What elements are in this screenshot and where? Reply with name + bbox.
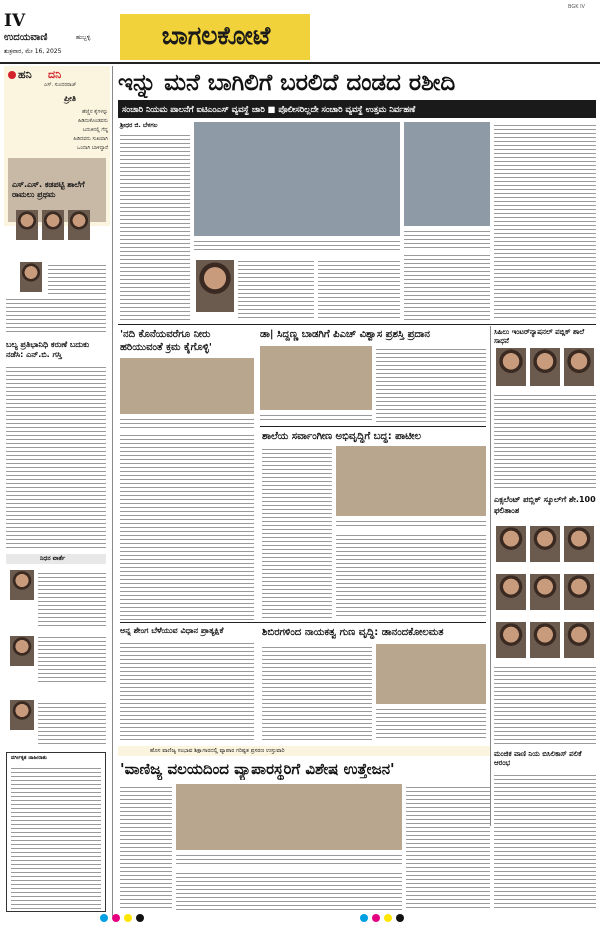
lead-body-col4 xyxy=(404,252,490,320)
story-award-headline: ಡಾ| ಸಿದ್ದಣ್ಣ ಬಾಡಗಿಗೆ ಪಿಎಚ್ ವಿಶ್ವಾಸ ಪ್ರಶಸ್ತಿ ಪ್ರದಾನ xyxy=(260,329,430,340)
color-mark-icon xyxy=(372,914,380,922)
student-photo xyxy=(564,574,594,610)
story-school-body-left xyxy=(262,446,332,618)
student-photo xyxy=(530,574,560,610)
obituary-photo xyxy=(10,570,34,600)
lead-body-col3 xyxy=(318,258,400,320)
student-photo xyxy=(530,348,560,386)
student-photo xyxy=(496,526,526,562)
story-river-body xyxy=(120,432,254,620)
sidebar-body-text xyxy=(6,364,106,548)
student-photo xyxy=(564,526,594,562)
page-code: BGK IV xyxy=(568,4,585,10)
masthead xyxy=(0,0,600,66)
bottom-meeting-photo xyxy=(176,784,402,850)
story-river-photo xyxy=(120,358,254,414)
story-right-bottom-body xyxy=(494,772,596,910)
color-mark-icon xyxy=(112,914,120,922)
story-school-headline: ಶಾಲೆಯ ಸರ್ವಾಂಗೀಣ ಅಭಿವೃದ್ಧಿಗೆ ಬದ್ಧ: ಪಾಟೀಲ xyxy=(262,431,422,442)
story-school-caption xyxy=(336,518,486,528)
student-photo xyxy=(68,210,90,240)
obituary-photo xyxy=(10,700,34,730)
lead-body-col2 xyxy=(238,258,314,320)
lead-headline: ಇನ್ನು ಮನೆ ಬಾಗಿಲಿಗೆ ಬರಲಿದೆ ದಂಡದ ರಶೀದಿ xyxy=(118,70,456,96)
story-river-caption xyxy=(120,416,254,428)
student-photo xyxy=(496,574,526,610)
officer-photo xyxy=(196,260,234,312)
edition-name: ಹುಬ್ಬಳ್ಳಿ xyxy=(76,34,91,41)
brand-hani: ಹನಿ xyxy=(18,68,32,81)
student-photo xyxy=(496,348,526,386)
obituary-photo xyxy=(10,636,34,666)
sidebar-story1-title: ಎಸ್.ಎಸ್. ಕಡಪಟ್ಟಿ ಶಾಲೆಗೆ ರಾಮಲು ಪ್ರಥಮ xyxy=(12,180,85,199)
story-river-headline: 'ನದಿ ಕೊನೆಯವರೆಗೂ ನೀರು ಹರಿಯುವಂತೆ ಕ್ರಮ ಕೈಗೊಳ್ಳಿ' xyxy=(120,329,212,353)
student-photo xyxy=(20,262,42,292)
color-mark-icon xyxy=(384,914,392,922)
lead-photo-caption-lines xyxy=(194,238,400,252)
story-intl-school-body xyxy=(494,392,596,488)
brand-dani: ದನಿ xyxy=(48,68,62,81)
student-photo xyxy=(530,622,560,658)
story-groundnut-body xyxy=(120,640,254,740)
hani-dani-box xyxy=(4,66,110,226)
brand-author: ಎಸ್. ಸುಂದರರಾಜ್ xyxy=(44,82,77,88)
story-camp-headline: ಶಿಬಿರಗಳಿಂದ ನಾಯಕತ್ವ ಗುಣ ವೃದ್ಧಿ: ಡಾನಂದಕೋಲಮತ xyxy=(262,627,444,638)
story-award-photo xyxy=(260,346,372,410)
obituary-header-text: ನಿಧನ ವಾರ್ತೆ xyxy=(40,555,66,562)
classified-box xyxy=(6,752,106,912)
color-mark-icon xyxy=(136,914,144,922)
sidebar-divider xyxy=(112,66,113,916)
lead-photo-checkpost xyxy=(194,122,400,236)
paper-name: ಉದಯವಾಣಿ xyxy=(4,32,48,43)
classified-label: ವರ್ಗೀಕೃತ ಜಾಹೀರಾತು xyxy=(11,755,47,761)
story-right-bottom-headline: ಮಂಜಿಕ ವಾಣಿ ನಿಯ ಬಿಸಿಲಿಕಾಸ್ ಪಲಿಕೆ ಆರಂಭ xyxy=(494,750,582,767)
lead-body-col5 xyxy=(494,122,596,320)
bottom-headline: 'ವಾಣಿಜ್ಯ ವಲಯದಿಂದ ವ್ಯಾಪಾರಸ್ಥರಿಗೆ ವಿಶೇಷ ಉತ್ತೇಜನ' xyxy=(120,760,395,778)
student-photo xyxy=(42,210,64,240)
bottom-body-col1 xyxy=(120,784,172,910)
story-groundnut-headline: ಅನ್ನ ಶೇಂಗ ಬೆಳೆಯುವ ವಿಧಾನ ಪ್ರಾತ್ಯಕ್ಷಿಕೆ xyxy=(120,626,224,635)
poem-title: ಪ್ರೀತಿ xyxy=(64,94,77,103)
color-mark-icon xyxy=(100,914,108,922)
obituary-text xyxy=(38,570,106,626)
color-mark-icon xyxy=(360,914,368,922)
right-divider xyxy=(490,326,491,826)
masthead-rule xyxy=(0,62,600,64)
lead-photo-street xyxy=(404,122,490,226)
sidebar-body-text xyxy=(6,296,106,332)
story-camp-caption xyxy=(376,706,486,740)
story-school-photo xyxy=(336,446,486,516)
kicker-text: ಹೊಸ ವಾಣಿಜ್ಯ ಸಂಭಾವ ಶಿಕ್ಷಾಗಾರದಲ್ಲಿ ವ್ಯಾಪಾರ ಗರಿಷ್ಟತ ಪ್ರಸರಣ ಉಸ್ತುವಾರಿ xyxy=(150,748,285,754)
issue-date: ಶುಕ್ರವಾರ, ಮೇ 16, 2025 xyxy=(4,48,62,55)
poem-text: ಹೆಣ್ಣಿನ ಕೈಗಳನ್ನು ಹಿಡಿದುಕೊಂಡವನು ಬದುಕಿನಲ್ಲಿ ಗೆದ್ದ ಹಿಡಿದವನು ಸುಖವಾಗಿ ಒಂದಾಗಿ ಬಾಳಿದ್ದಾರೆ xyxy=(73,109,108,151)
lead-photo2-caption xyxy=(404,228,490,248)
story-camp-body xyxy=(262,644,372,740)
page-number: IV xyxy=(4,11,26,31)
district-title: ಬಾಗಲಕೋಟೆ xyxy=(161,21,271,50)
story-award-body xyxy=(376,346,486,422)
student-photo xyxy=(16,210,38,240)
story-intl-school-headline: ಸಿಹಿಲು ಇಂಟರ್‌ನ್ಯಾಷನಲ್ ಪಬ್ಲಿಕ್ ಶಾಲೆ ಸಾಧನೆ xyxy=(494,328,585,345)
story-school-body-right xyxy=(336,532,486,618)
color-mark-icon xyxy=(124,914,132,922)
story-excellent-body xyxy=(494,664,596,746)
story-award-caption xyxy=(260,412,372,422)
section-rule xyxy=(260,426,486,427)
obituary-text xyxy=(38,634,106,684)
bottom-body-col3 xyxy=(406,784,490,910)
print-color-marks xyxy=(100,914,520,924)
bottom-body-col2 xyxy=(176,870,402,910)
student-photo xyxy=(564,622,594,658)
lead-subhead: ಸಂಚಾರಿ ನಿಯಮ ಪಾಲನೆಗೆ ಐಟಿಎಂಎಸ್ ವ್ಯವಸ್ಥೆ ಜಾರಿ ■ ಪೊಲೀಸರಿಲ್ಲದೇ ಸಂಚಾರಿ ವ್ಯವಸ್ಥೆ ಉತ್ತಮ ನಿರ್ವಹಣೆ xyxy=(122,104,416,114)
student-photo xyxy=(496,622,526,658)
classified-text xyxy=(11,765,101,909)
story-camp-photo xyxy=(376,644,486,704)
lead-byline: ಶ್ರೀಧರ ಜಿ. ಬೆಳಗಲ xyxy=(120,122,158,129)
bottom-photo-caption xyxy=(176,852,402,866)
brand-dot-icon xyxy=(8,71,16,79)
obituary-text xyxy=(38,700,106,744)
color-mark-icon xyxy=(396,914,404,922)
student-photo xyxy=(564,348,594,386)
sidebar-story2-title: ಬಲ್ಯ ಪ್ರತಿಭಾನಿಧಿ ಕರುಣೆ ಬದುಕು ನಡೆಸಿ: ಎನ್.ಬಿ. ಗಸ್ತಿ xyxy=(6,340,90,359)
lead-body-col1 xyxy=(120,132,190,320)
section-rule xyxy=(120,622,486,623)
student-photo xyxy=(530,526,560,562)
story-excellent-headline: ಎಕ್ಸಲೆಂಟ್ ಪಬ್ಲಿಕ್ ಸ್ಕೂಲ್‌ಗೆ ಶೇ.100 ಫಲಿತಾಂಶ xyxy=(494,495,596,515)
section-rule xyxy=(118,324,596,325)
